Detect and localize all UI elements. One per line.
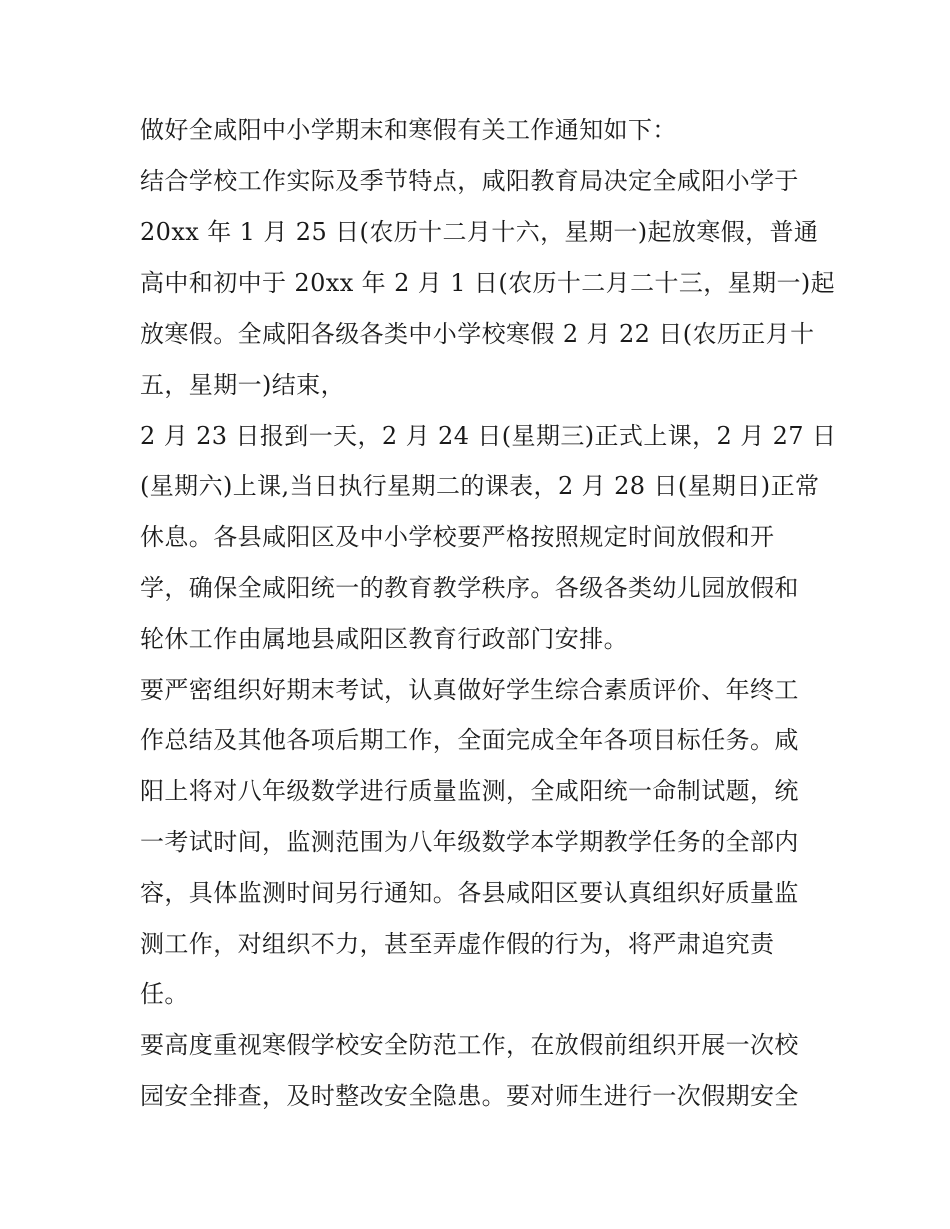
text-line: 学，确保全咸阳统一的教育教学秩序。各级各类幼儿园放假和: [140, 574, 799, 602]
text-line: 休息。各县咸阳区及中小学校要严格按照规定时间放假和开: [140, 523, 775, 551]
text-line: 放寒假。全咸阳各级各类中小学校寒假 2 月 22 日(农历正月十: [140, 320, 815, 348]
text-line: 轮休工作由属地县咸阳区教育行政部门安排。: [140, 625, 628, 653]
text-line: 要高度重视寒假学校安全防范工作，在放假前组织开展一次校: [140, 1031, 799, 1059]
text-line: 阳上将对八年级数学进行质量监测，全咸阳统一命制试题，统: [140, 777, 799, 805]
text-line: 高中和初中于 20xx 年 2 月 1 日(农历十二月二十三，星期一)起: [140, 269, 836, 297]
text-line: 测工作，对组织不力，甚至弄虚作假的行为，将严肃追究责: [140, 930, 775, 958]
text-line: (星期六)上课,当日执行星期二的课表，2 月 28 日(星期日)正常: [140, 472, 820, 500]
text-line: 容，具体监测时间另行通知。各县咸阳区要认真组织好质量监: [140, 879, 799, 907]
text-line: 结合学校工作实际及季节特点，咸阳教育局决定全咸阳小学于: [140, 167, 799, 195]
text-line: 20xx 年 1 月 25 日(农历十二月十六，星期一)起放寒假，普通: [140, 218, 819, 246]
text-line: 做好全咸阳中小学期末和寒假有关工作通知如下：: [140, 116, 677, 144]
text-line: 要严密组织好期末考试，认真做好学生综合素质评价、年终工: [140, 676, 799, 704]
text-line: 五，星期一)结束，: [140, 371, 345, 399]
text-line: 园安全排查，及时整改安全隐患。要对师生进行一次假期安全: [140, 1082, 799, 1110]
text-line: 2 月 23 日报到一天，2 月 24 日(星期三)正式上课，2 月 27 日: [140, 422, 837, 450]
text-line: 一考试时间，监测范围为八年级数学本学期教学任务的全部内: [140, 828, 799, 856]
text-line: 作总结及其他各项后期工作，全面完成全年各项目标任务。咸: [140, 726, 799, 754]
text-line: 任。: [140, 980, 189, 1008]
